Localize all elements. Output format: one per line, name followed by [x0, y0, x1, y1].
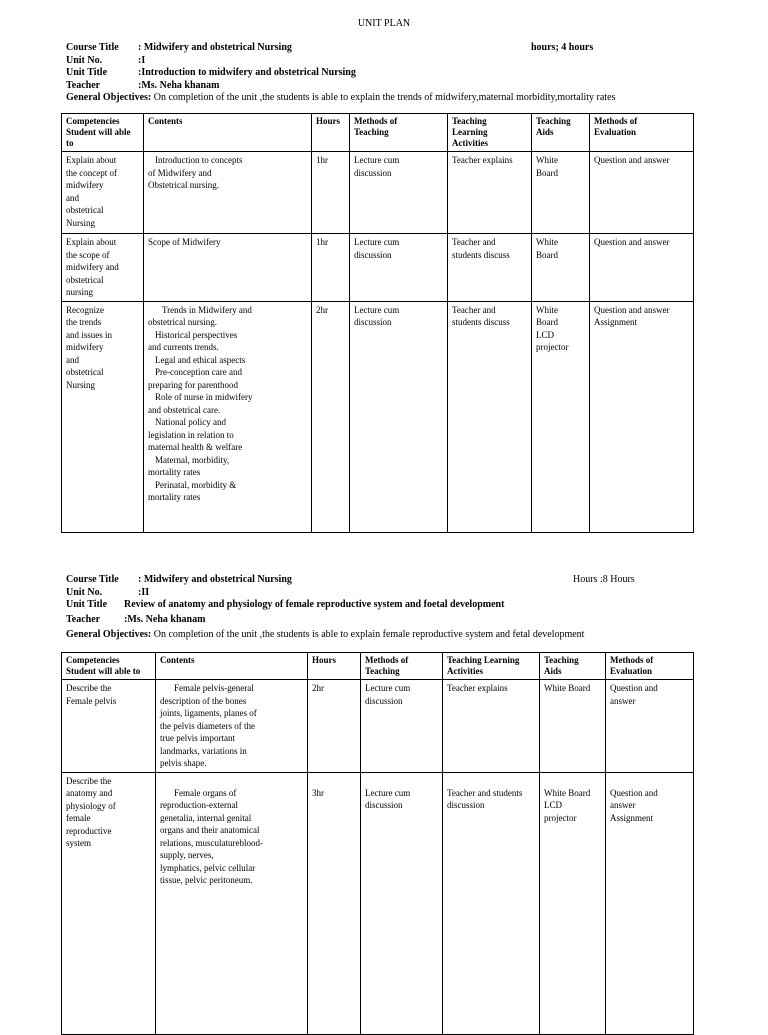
methods-cell: [350, 301, 448, 532]
header-methods: Methods of Teaching: [350, 114, 448, 152]
unit-no-value: :I: [138, 54, 146, 66]
contents-line: Obstetrical nursing.: [148, 180, 219, 190]
objectives-label: General Objectives:: [66, 629, 152, 640]
contents-line: organs and their anatomical: [160, 825, 260, 835]
aids-line: Board: [536, 317, 558, 327]
activities-line: discussion: [447, 800, 485, 810]
aids-line: projector: [536, 342, 569, 352]
competency-line: the scope of: [66, 249, 110, 260]
competency-cell: [62, 772, 156, 1034]
competency-cell: [62, 301, 144, 532]
contents-cell: [144, 301, 312, 532]
competency-cell: [62, 234, 144, 302]
activities-line: Teacher explains: [447, 683, 508, 693]
aids-line: White: [536, 304, 558, 315]
activities-line: Teacher explains: [452, 155, 513, 165]
aids-line: White Board: [544, 787, 591, 798]
evaluation-cell: [606, 680, 694, 773]
course-title-label: Course Title: [66, 574, 119, 585]
unit1-course-row: [66, 42, 706, 55]
aids-cell: [532, 301, 590, 532]
teacher-label: Teacher: [66, 614, 101, 625]
unit-no-label: Unit No.: [66, 586, 103, 598]
header-tla: Teaching Learning Activities: [448, 114, 532, 152]
contents-line: lymphatics, pelvic cellular: [160, 862, 256, 873]
competency-line: and: [66, 192, 79, 203]
contents-line: Legal and ethical aspects: [148, 354, 239, 365]
contents-line: legislation in relation to: [148, 429, 234, 440]
competency-line: reproductive: [66, 825, 112, 836]
unit-title-label: Unit Title: [66, 599, 108, 610]
competency-line: midwifery: [66, 180, 104, 190]
competency-line: and issues in: [66, 329, 112, 340]
unit2-meta: [66, 574, 706, 642]
contents-line: Female organs of: [160, 787, 223, 798]
methods-cell: [361, 680, 443, 773]
methods-line: Lecture cum: [354, 304, 400, 315]
objectives-label: General Objectives:: [66, 92, 152, 103]
contents-line: the pelvis diameters of the: [160, 720, 255, 731]
contents-line: preparing for parenthood: [148, 379, 238, 390]
methods-line: discussion: [354, 167, 392, 178]
contents-line: and obstetrical care.: [148, 404, 221, 415]
aids-line: White Board: [544, 683, 591, 693]
hours-cell: 2hr: [308, 680, 361, 773]
contents-line: Scope of Midwifery: [148, 237, 221, 247]
unit-title-label: Unit Title: [66, 67, 108, 78]
hours-cell: 2hr: [312, 301, 350, 532]
contents-line: genetalia, internal genital: [160, 812, 252, 823]
aids-cell: [540, 772, 606, 1034]
evaluation-cell: [590, 234, 694, 302]
methods-line: discussion: [354, 317, 392, 327]
contents-line: pelvis shape.: [160, 758, 207, 768]
competency-line: Female pelvis: [66, 695, 117, 706]
contents-line: supply, nerves,: [160, 850, 214, 860]
contents-line: relations, musculatureblood-: [160, 837, 263, 848]
activities-line: Teacher and: [452, 237, 496, 247]
unit1-hours: hours; 4 hours: [531, 42, 594, 53]
objectives-text: On completion of the unit ,the students is able to explain female reproductive system and fetal development: [153, 629, 585, 640]
header-competencies: Competencies Student will able to: [62, 114, 144, 152]
aids-line: LCD: [544, 800, 562, 810]
unit2-title-row: [66, 599, 706, 614]
competency-line: Describe the: [66, 683, 112, 693]
competency-line: Nursing: [66, 379, 95, 390]
header-aids: Teaching Aids: [532, 114, 590, 152]
unit1-unitno-row: [66, 55, 706, 68]
aids-line: LCD: [536, 329, 554, 340]
activities-cell: [443, 772, 540, 1034]
methods-line: discussion: [365, 695, 403, 706]
methods-line: Lecture cum: [365, 787, 411, 798]
table-header-row: [62, 114, 694, 152]
header-hours: Hours: [312, 114, 350, 152]
competency-line: obstetrical: [66, 205, 104, 215]
competency-line: Explain about: [66, 155, 117, 165]
unit1-objectives-row: [66, 92, 706, 105]
header-evaluation: Methods of Evaluation: [606, 653, 694, 680]
competency-line: Describe the: [66, 775, 112, 786]
competency-line: the concept of: [66, 167, 117, 178]
evaluation-line: Question and answer: [594, 237, 670, 247]
competency-line: midwifery and: [66, 262, 119, 272]
hours-cell: 1hr: [312, 234, 350, 302]
header-tla: Teaching Learning Activities: [443, 653, 540, 680]
table-header-row: [62, 653, 694, 680]
evaluation-cell: [590, 152, 694, 234]
teacher-value: :Ms. Neha khanam: [138, 79, 220, 91]
evaluation-line: answer: [610, 800, 636, 810]
aids-line: Board: [536, 167, 558, 178]
unit1-title-row: [66, 67, 706, 80]
competency-line: midwifery: [66, 342, 104, 352]
unit2-table: [61, 652, 694, 1035]
unit2-unitno-row: [66, 587, 706, 600]
contents-cell: [156, 680, 308, 773]
competency-line: the trends: [66, 317, 102, 327]
objectives-text: On completion of the unit ,the students is able to explain the trends of midwifery,maternal morbidity,mortality rates: [153, 92, 616, 103]
contents-line: Role of nurse in midwifery: [148, 392, 246, 402]
table-row: [62, 301, 694, 532]
competency-line: and: [66, 354, 79, 365]
aids-line: White: [536, 155, 558, 165]
competency-line: obstetrical: [66, 367, 104, 377]
contents-line: description of the bones: [160, 695, 247, 706]
activities-cell: [448, 234, 532, 302]
unit-title-value: :Introduction to midwifery and obstetrical Nursing: [138, 67, 356, 78]
activities-line: Teacher and students: [447, 787, 523, 798]
page-title: UNIT PLAN: [357, 18, 411, 29]
evaluation-cell: [590, 301, 694, 532]
competency-line: system: [66, 838, 92, 848]
aids-line: projector: [544, 812, 577, 823]
aids-line: White: [536, 237, 558, 247]
methods-line: discussion: [365, 800, 403, 810]
contents-cell: [144, 234, 312, 302]
methods-line: Lecture cum: [354, 155, 400, 165]
contents-line: Introduction to concepts: [148, 155, 236, 165]
teacher-value: :Ms. Neha khanam: [124, 614, 206, 625]
course-title-value: : Midwifery and obstetrical Nursing: [138, 42, 292, 53]
teacher-label: Teacher: [66, 79, 101, 91]
methods-line: Lecture cum: [365, 683, 411, 693]
header-hours: Hours: [308, 653, 361, 680]
contents-line: Maternal, morbidity,: [148, 454, 223, 465]
unit-title-value: Review of anatomy and physiology of female reproductive system and foetal development: [124, 599, 505, 610]
competency-line: Nursing: [66, 217, 95, 228]
contents-line: reproduction-external: [160, 800, 238, 810]
contents-line: and currents trends.: [148, 342, 219, 352]
competency-line: nursing: [66, 287, 93, 297]
competency-cell: [62, 680, 156, 773]
contents-line: Historical perspectives: [148, 329, 231, 340]
contents-line: of Midwifery and: [148, 167, 212, 178]
unit2-objectives-row: [66, 629, 706, 642]
contents-line: true pelvis important: [160, 733, 235, 743]
evaluation-line: Question and answer: [594, 155, 670, 165]
activities-line: students discuss: [452, 317, 510, 327]
contents-line: mortality rates: [148, 492, 201, 502]
unit1-teacher-row: [66, 80, 706, 93]
aids-line: Board: [536, 249, 558, 260]
evaluation-line: answer: [610, 695, 636, 706]
contents-line: National policy and: [148, 417, 219, 427]
methods-cell: [361, 772, 443, 1034]
unit2-course-row: [66, 574, 706, 587]
competency-line: Recognize: [66, 304, 104, 315]
evaluation-line: Question and: [610, 683, 658, 693]
hours-cell: 1hr: [312, 152, 350, 234]
competency-line: Explain about: [66, 237, 117, 247]
contents-line: tissue, pelvic peritoneum.: [160, 875, 253, 885]
table-row: [62, 680, 694, 773]
evaluation-line: Assignment: [594, 317, 638, 327]
course-title-label: Course Title: [66, 42, 119, 53]
activities-line: Teacher and: [452, 304, 496, 315]
contents-line: joints, ligaments, planes of: [160, 708, 257, 718]
contents-line: landmarks, variations in: [160, 745, 247, 756]
evaluation-line: Question and answer: [594, 304, 670, 315]
evaluation-cell: [606, 772, 694, 1034]
aids-cell: [532, 152, 590, 234]
activities-cell: [448, 152, 532, 234]
contents-cell: [144, 152, 312, 234]
contents-line: obstetrical nursing.: [148, 317, 217, 327]
unit2-teacher-row: [66, 614, 706, 629]
activities-line: students discuss: [452, 249, 510, 260]
activities-cell: [443, 680, 540, 773]
contents-line: Trends in Midwifery and: [148, 304, 238, 315]
contents-line: Female pelvis-general: [160, 683, 240, 693]
header-contents: Contents: [156, 653, 308, 680]
contents-line: maternal health & welfare: [148, 442, 243, 452]
competency-line: female: [66, 813, 91, 823]
evaluation-line: Question and: [610, 787, 658, 798]
competency-line: obstetrical: [66, 274, 104, 285]
methods-cell: [350, 234, 448, 302]
table-row: [62, 152, 694, 234]
methods-cell: [350, 152, 448, 234]
header-methods: Methods of Teaching: [361, 653, 443, 680]
unit1-table: [61, 113, 694, 533]
competency-line: anatomy and: [66, 788, 113, 798]
competency-cell: [62, 152, 144, 234]
contents-line: Pre-conception care and: [148, 367, 235, 377]
aids-cell: [540, 680, 606, 773]
activities-cell: [448, 301, 532, 532]
course-title-value: : Midwifery and obstetrical Nursing: [138, 574, 292, 585]
methods-line: Lecture cum: [354, 237, 400, 247]
competency-line: physiology of: [66, 800, 116, 811]
unit2-hours: Hours :8 Hours: [573, 574, 635, 585]
contents-line: mortality rates: [148, 467, 201, 477]
table-row: [62, 772, 694, 1034]
hours-cell: 3hr: [308, 772, 361, 1034]
unit1-meta: [66, 42, 706, 105]
methods-line: discussion: [354, 249, 392, 260]
contents-line: Perinatal, morbidity &: [148, 479, 230, 490]
table-row: [62, 234, 694, 302]
header-aids: Teaching Aids: [540, 653, 606, 680]
header-contents: Contents: [144, 114, 312, 152]
aids-cell: [532, 234, 590, 302]
unit-no-label: Unit No.: [66, 54, 103, 66]
contents-cell: [156, 772, 308, 1034]
header-evaluation: Methods of Evaluation: [590, 114, 694, 152]
unit-no-value: :II: [138, 586, 150, 598]
evaluation-line: Assignment: [610, 812, 654, 823]
header-competencies: Competencies Student will able to: [62, 653, 156, 680]
